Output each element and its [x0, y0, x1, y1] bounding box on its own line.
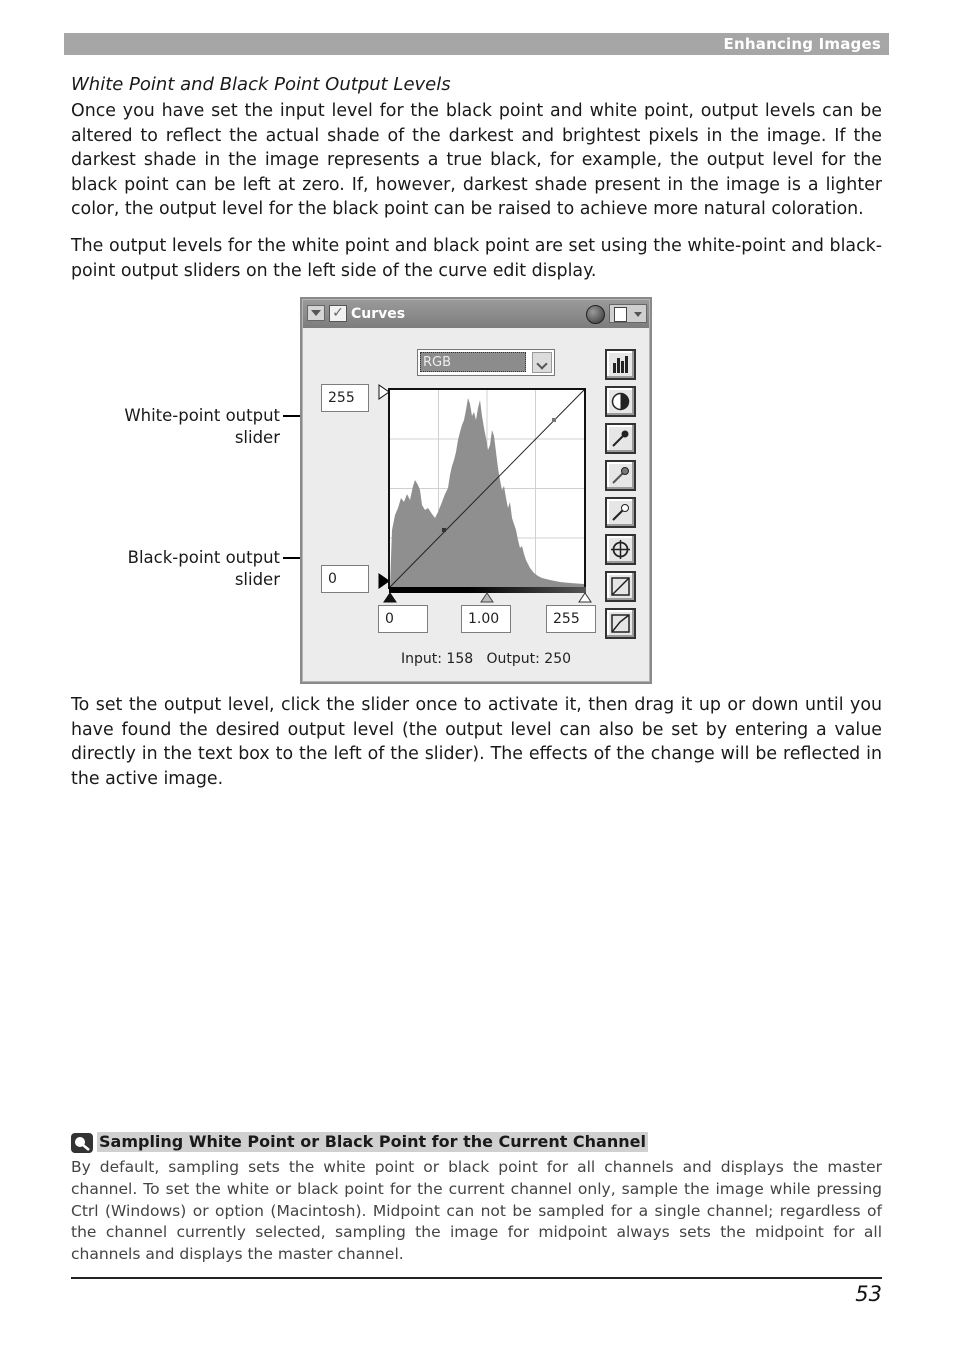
- black-eyedropper-icon: [610, 428, 631, 449]
- gray-eyedropper-icon: [610, 465, 631, 486]
- note-icon: [71, 1133, 93, 1153]
- pen-note-icon: [71, 1133, 93, 1153]
- black-input-slider[interactable]: [384, 593, 396, 602]
- curves-title: Curves: [351, 306, 406, 322]
- curve-linear-icon: [610, 613, 631, 634]
- note-text: By default, sampling sets the white point or black point for all channels and displays the master channel. To set the white or black point for the current channel only, sample the image while pressing Ctrl (Windows) or option (Macintosh). Midpoint can not be sampled for a single channel; regardless of the channel currently selected, sampling the image for midpoint always sets the midpoint for all channels and displays the master channel.: [71, 1158, 882, 1264]
- black-point-callout: [70, 547, 280, 591]
- input-white-field[interactable]: 255: [546, 605, 596, 633]
- gray-eyedropper-button[interactable]: [605, 460, 636, 491]
- menu-arrow-icon: [634, 312, 642, 317]
- white-point-callout: [70, 405, 280, 449]
- curve-reset-icon: [610, 576, 631, 597]
- section-title: Enhancing Images: [723, 35, 881, 53]
- input-output-readout: Input: 158 Output: 250: [401, 651, 572, 667]
- white-input-slider[interactable]: [579, 593, 591, 602]
- paragraph-1: Once you have set the input level for the black point and white point, output levels can be altered to reflect the actual shade of the darkest and brightest pixels in the image. If the darkest shade in the image represents a true black, for example, the output level for the black point can be left at zero. If, however, darkest shade present in the image is a lighter color, the output level for the black point can be raised to achieve more natural coloration.: [71, 101, 882, 219]
- header-bar: [64, 33, 889, 55]
- note-title: Sampling White Point or Black Point for the Current Channel: [99, 1132, 646, 1151]
- section-heading: White Point and Black Point Output Levels: [71, 74, 451, 95]
- curve-graph[interactable]: [388, 388, 586, 589]
- black-point-callout-line1: Black-point output: [127, 548, 280, 567]
- enable-checkbox[interactable]: ✓: [329, 305, 347, 322]
- white-eyedropper-button[interactable]: [605, 497, 636, 528]
- gamma-input-slider[interactable]: [481, 593, 493, 602]
- status-circle-icon[interactable]: [586, 305, 605, 324]
- channel-select[interactable]: [417, 349, 555, 376]
- white-point-callout-line1: White-point output: [124, 406, 280, 425]
- curves-panel-body: [302, 299, 650, 682]
- curve-graph-svg[interactable]: [390, 390, 584, 587]
- document-icon: [614, 307, 627, 322]
- input-sliders[interactable]: [383, 592, 593, 604]
- curve-point-upper[interactable]: [552, 418, 556, 422]
- curves-panel: [300, 297, 652, 684]
- page-number: 53: [855, 1282, 882, 1306]
- footer-rule: [71, 1277, 882, 1279]
- curve-point[interactable]: [442, 528, 446, 532]
- curve-linear-button[interactable]: [605, 608, 636, 639]
- white-output-field[interactable]: 255: [321, 384, 369, 412]
- contrast-button[interactable]: [605, 386, 636, 417]
- channel-value: RGB: [420, 352, 526, 372]
- chevron-down-icon[interactable]: [532, 352, 552, 373]
- white-eyedropper-icon: [610, 502, 631, 523]
- paragraph-3: To set the output level, click the slider once to activate it, then drag it up or down until you have found the desired output level (the output level can also be set by entering a value directly in the text box to the left of the slider). The effects of the change will be reflected in the active image.: [71, 695, 882, 789]
- collapse-arrow-icon[interactable]: [307, 305, 325, 321]
- paragraph-2: The output levels for the white point and black point are set using the white-point and black-point output sliders on the left side of the curve edit display.: [71, 236, 882, 281]
- black-point-callout-line2: slider: [234, 570, 280, 589]
- target-icon: [610, 539, 631, 560]
- white-point-callout-line2: slider: [234, 428, 280, 447]
- black-output-field[interactable]: 0: [321, 565, 369, 593]
- histogram-icon: [610, 354, 631, 375]
- gamma-field[interactable]: 1.00: [461, 605, 511, 633]
- target-button[interactable]: [605, 534, 636, 565]
- histogram-button[interactable]: [605, 349, 636, 380]
- panel-menu-button[interactable]: [609, 304, 647, 323]
- black-eyedropper-button[interactable]: [605, 423, 636, 454]
- curve-reset-button[interactable]: [605, 571, 636, 602]
- curves-titlebar: [303, 300, 649, 328]
- input-black-field[interactable]: 0: [378, 605, 428, 633]
- contrast-icon: [610, 391, 631, 412]
